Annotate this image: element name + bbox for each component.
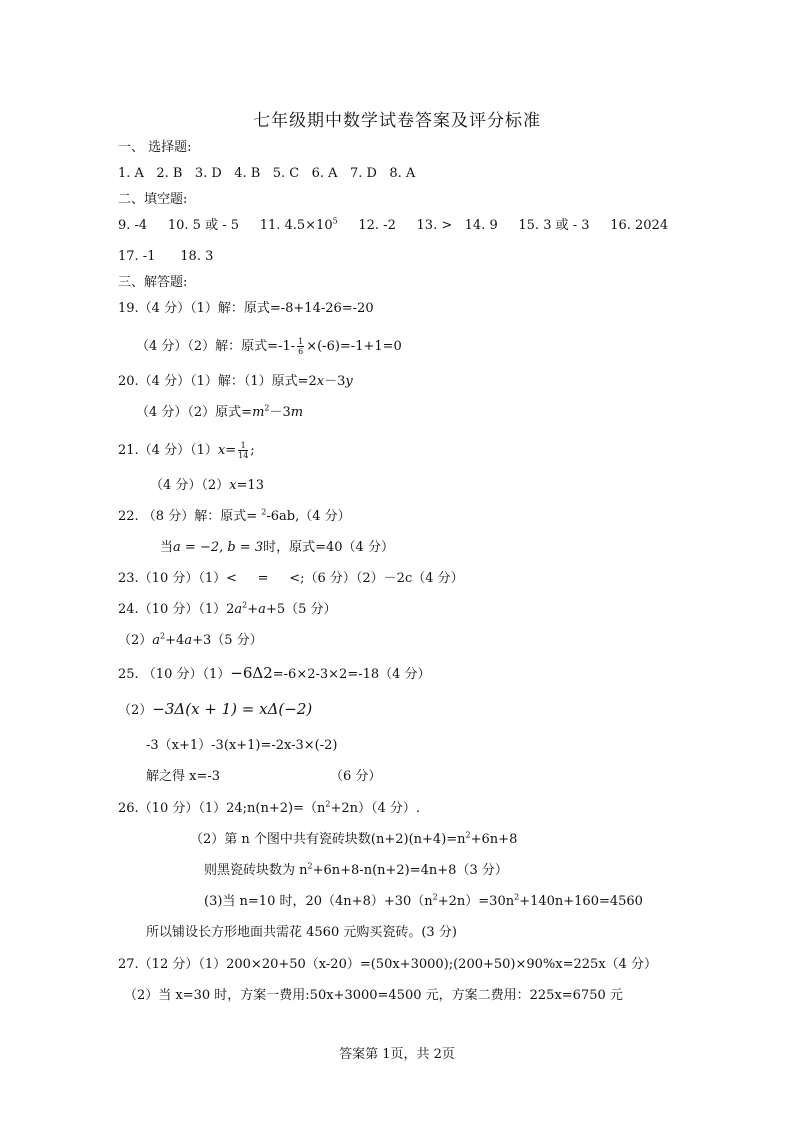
- q26-conclusion: 所以铺设长方形地面共需花 4560 元购买瓷砖。(3 分): [146, 925, 457, 940]
- q26-step: 则黑瓷砖块数为 $n^2+6n+8-n(n+2)=4n+8(3$ 分）: [204, 861, 508, 878]
- q25-step: -3（x+1）-3(x+1)=-2x-3×(-2): [146, 738, 338, 753]
- q27-part1: 27.（12 分）（1）200×20+50（x-20）=(50x+3000);(200+50)×90%x=225x（4 分）: [118, 957, 658, 972]
- q27-part2: （2）当 x=30 时，方案一费用:50x+3000=4500 元，方案二费用：225x=6750 元: [124, 988, 623, 1003]
- page-title: 七年级期中数学试卷答案及评分标准: [253, 111, 541, 131]
- section-heading-solve: 三、解答题:: [118, 275, 188, 290]
- fill-answer: 17. -1: [118, 249, 156, 264]
- q26-part1: 26.（10 分）$(1)24;n(n+2)=(n^2+2n)(4$ 分）.: [118, 799, 421, 816]
- q25-part1: 25. （10 分）（1）−6Δ2=-6×2-3×2=-18（4 分）: [118, 664, 431, 682]
- choice-answers-row: [118, 165, 415, 183]
- choice-answer: 7. D: [349, 166, 377, 181]
- q24-part1: 24.（10 分）$(1)2a^2+a+5(5$ 分）: [118, 600, 337, 617]
- q22-part1: 22. （8 分）解：原式= $^2$-6ab,（4 分）: [118, 507, 351, 524]
- fill-answer: 13. >: [416, 218, 453, 233]
- fill-answer: 16. 2024: [610, 218, 669, 233]
- section-heading-fill: 二、填空题:: [118, 192, 188, 207]
- q21-part1: 21.（4 分）（1）x= $\frac{1}{14}$ ;: [118, 441, 255, 460]
- q19-part2: （4 分）（2）解：原式=-1- $\frac{1}{6}$ ×(-6)=-1+1=0: [136, 337, 402, 356]
- choice-answer: 5. C: [272, 166, 300, 181]
- q22-part2: 当a = −2, b = 3时，原式=40（4 分）: [160, 540, 394, 555]
- section-heading-choice: 一、 选择题:: [118, 140, 192, 155]
- fill-answer: 15. 3 或 - 3: [518, 218, 590, 233]
- fill-answer: 11. $4.5\times 10^5$: [259, 216, 338, 233]
- fill-answer: 10. 5 或 - 5: [167, 218, 240, 233]
- choice-answer: 4. B: [234, 166, 261, 181]
- fraction: $\frac{1}{14}$: [238, 441, 249, 460]
- q23-line: 23.（10 分）（1）< = <;（6 分）（2）－2c（4 分）: [118, 571, 464, 586]
- choice-answer: 6. A: [311, 166, 338, 181]
- q25-solution: 解之得 x=-3 （6 分）: [146, 769, 382, 784]
- q25-part2: （2）−3Δ(x + 1) = xΔ(−2): [118, 700, 313, 718]
- q19-part1: 19.（4 分）（1）解：原式=-8+14-26=-20: [118, 301, 374, 316]
- fill-answer: 18. 3: [180, 249, 214, 264]
- fraction: $\frac{1}{6}$: [298, 337, 304, 356]
- q20-part1: 20.（4 分）（1）解：（1）原式=2x－3y: [118, 374, 353, 389]
- choice-answer: 1. A: [118, 166, 144, 181]
- fill-answer: 14. 9: [464, 218, 498, 233]
- fill-answer: 9. -4: [118, 218, 148, 233]
- page-footer: 答案第 1页，共 2页: [339, 1047, 455, 1062]
- choice-answer: 2. B: [156, 166, 183, 181]
- choice-answer: 3. D: [194, 166, 222, 181]
- q20-part2: （4 分）（2）原式$=m^2-3m$: [136, 403, 304, 420]
- q26-part3: (3)当 n=10 时，$20(4n+8)+30(n^2+2n)=30n^2+140n+160=4560$: [204, 892, 643, 909]
- q21-part2: （4 分）（2）x=13: [150, 478, 264, 493]
- fill-answers-row-2: [118, 248, 213, 266]
- q26-part2: （2）第 n 个图中共有瓷砖块数$(n+2)(n+4)=n^2+6n+8$: [190, 830, 518, 847]
- fill-answers-row-1: [118, 217, 668, 235]
- choice-answer: 8. A: [389, 166, 416, 181]
- q24-part2: $(2)a^2+4a+3(5$ 分）: [118, 631, 263, 648]
- fill-answer: 12. -2: [358, 218, 396, 233]
